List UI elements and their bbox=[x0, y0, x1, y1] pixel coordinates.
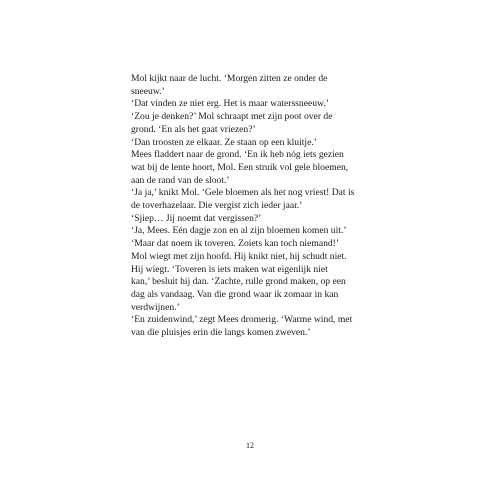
text-line: van die pluisjes erin die langs komen zweven.’ bbox=[131, 327, 311, 339]
text-line: Mol kijkt naar de lucht. ‘Morgen zitten ze onder de bbox=[131, 73, 328, 84]
text-line: de toverhazelaar. Die vergist zich ieder jaar.’ bbox=[131, 200, 303, 212]
text-line: Mol wiegt met zijn hoofd. Hij knikt niet, hij schudt niet. bbox=[131, 250, 347, 262]
text-line: aan de rand van de sloot.’ bbox=[131, 174, 230, 186]
text-line: ‘En zuidenwind,’ zegt Mees dromerig. ‘Warme wind, met bbox=[131, 314, 353, 326]
text-line: sneeuw.’ bbox=[131, 85, 165, 97]
text-line: ‘Ja ja,’ knikt Mol. ‘Gele bloemen als het nog vriest! Dat is bbox=[131, 187, 355, 199]
text-line: ‘Dan troosten ze elkaar. Ze staan op een kluitje.’ bbox=[131, 136, 317, 148]
text-line: ‘Ja, Mees. Eén dagje zon en al zijn bloemen komen uit.’ bbox=[131, 225, 347, 237]
text-line: wat bij de lente hoort, Mol. Een struik vol gele bloemen, bbox=[131, 161, 349, 173]
text-line: dag als vandaag. Van die grond waar ik zomaar in kan bbox=[131, 288, 339, 300]
text-line: ‘Zou je denken?’ Mol schraapt met zijn poot over de bbox=[131, 111, 333, 123]
story-text bbox=[131, 73, 381, 340]
text-line: grond. ‘En als het gaat vriezen?’ bbox=[131, 123, 256, 135]
text-line: Hij wiegt. ‘Toveren is iets maken wat eigenlijk niet bbox=[131, 263, 328, 275]
text-line: verdwijnen.’ bbox=[131, 301, 180, 313]
text-line: ‘Sjiep… Jij noemt dat vergissen?’ bbox=[131, 212, 262, 224]
text-line: ‘Maar dat noem ik toveren. Zoiets kan toch niemand!’ bbox=[131, 238, 340, 250]
text-line: Mees fladdert naar de grond. ‘En ik heb nóg iets gezien bbox=[131, 149, 344, 161]
text-line: ‘Dat vinden ze niet erg. Het is maar waterssneeuw.’ bbox=[131, 98, 329, 110]
text-line: kan,’ besluit hij dan. ‘Zachte, rulle grond maken, op een bbox=[131, 276, 346, 288]
page-number: 12 bbox=[246, 441, 254, 450]
